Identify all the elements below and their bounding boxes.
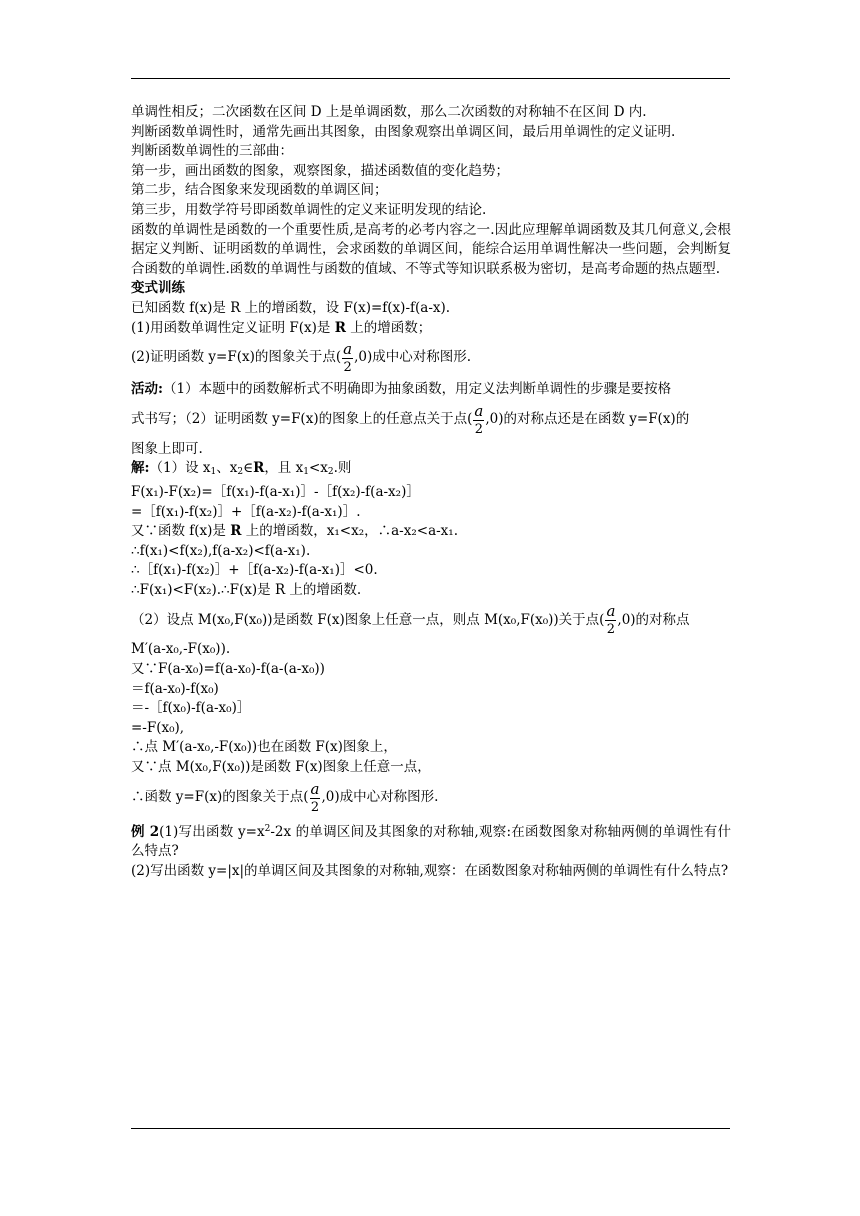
- solution-part2-line-7: ∴点 M′(a-x₀,-F(x₀))也在函数 F(x)图象上，: [131, 739, 397, 756]
- activity-line-1: 活动:（1）本题中的函数解析式不明确即为抽象函数，用定义法判断单调性的步骤是要按格: [131, 381, 672, 398]
- intro-line-5: 第二步，结合图象来发现函数的单调区间；: [131, 182, 388, 199]
- fraction-a-over-2: $\frac{a}{2}$: [343, 340, 353, 376]
- solution-part2-line-2: M′(a-x₀,-F(x₀)).: [131, 641, 231, 658]
- solution-part2-line-3: 又∵F(a-x₀)=f(a-x₀)-f(a-(a-x₀)): [131, 661, 325, 678]
- solution-line-5: ∴f(x₁)<f(x₂),f(a-x₂)<f(a-x₁).: [131, 542, 311, 559]
- fraction-a-over-2: $\frac{a}{2}$: [606, 602, 616, 638]
- solution-part2-line-6: =-F(x₀),: [131, 719, 185, 736]
- solution-line-4: 又∵函数 f(x)是 R 上的增函数，x₁<x₂，∴a-x₂<a-x₁.: [131, 523, 458, 540]
- header-rule: [131, 78, 730, 79]
- section-heading: 变式训练: [131, 280, 185, 297]
- solution-part2-line-5: ＝-［f(x₀)-f(a-x₀)］: [131, 700, 251, 717]
- solution-line-2: F(x₁)-F(x₂)=［f(x₁)-f(a-x₁)］-［f(x₂)-f(a-x₂)］: [131, 483, 420, 500]
- problem-part1: (1)用函数单调性定义证明 F(x)是 R 上的增函数；: [131, 319, 432, 336]
- solution-part2-line-8: 又∵点 M(x₀,F(x₀))是函数 F(x)图象上任意一点，: [131, 759, 431, 776]
- solution-line-7: ∴F(x₁)<F(x₂).∴F(x)是 R 上的增函数.: [131, 581, 362, 598]
- example2-part2: (2)写出函数 y=|x|的单调区间及其图象的对称轴,观察：在函数图象对称轴两侧的单调性有什么特点?: [131, 862, 729, 879]
- solution-part2-line-9: ∴函数 y=F(x)的图象关于点( $\frac{a}{2}$ ,0)成中心对称图形.: [131, 779, 439, 815]
- document-body: [131, 103, 731, 881]
- footer-rule: [131, 1128, 730, 1129]
- activity-line-2: 式书写；（2）证明函数 y=F(x)的图象上的任意点关于点( $\frac{a}{2}$ ,0)的对称点还是在函数 y=F(x)的: [131, 401, 690, 437]
- intro-line-4: 第一步，画出函数的图象，观察图象，描述函数值的变化趋势；: [131, 162, 509, 179]
- solution-part2-line-4: ＝f(a-x₀)-f(x₀): [131, 680, 219, 697]
- intro-line-6: 第三步，用数学符号即函数单调性的定义来证明发现的结论.: [131, 201, 487, 218]
- intro-line-3: 判断函数单调性的三部曲：: [131, 143, 293, 160]
- activity-line-3: 图象上即可.: [131, 440, 203, 457]
- solution-line-1: 解:（1）设 $x_1$、$x_2\in R$，且 $x_1<x_2$.则: [131, 460, 352, 478]
- problem-part2: (2)证明函数 y=F(x)的图象关于点( $\frac{a}{2}$ ,0)成中心对称图形.: [131, 340, 472, 376]
- solution-line-6: ∴［f(x₁)-f(x₂)］+［f(a-x₂)-f(a-x₁)］<0.: [131, 562, 378, 579]
- intro-line-1: 单调性相反；二次函数在区间 D 上是单调函数，那么二次函数的对称轴不在区间 D 内.: [131, 104, 647, 120]
- fraction-a-over-2: $\frac{a}{2}$: [474, 401, 484, 437]
- solution-part2-line-1: （2）设点 M(x₀,F(x₀))是函数 F(x)图象上任意一点，则点 M(x₀,F(x₀))关于点( $\frac{a}{2}$ ,0)的对称点: [131, 602, 690, 638]
- example2-part1: 例 2(1)写出函数 $y=x^2-2x$ 的单调区间及其图象的对称轴,观察:在函数图象对称轴两侧的单调性有什么特点?: [131, 823, 732, 860]
- summary-paragraph: 函数的单调性是函数的一个重要性质,是高考的必考内容之一.因此应理解单调函数及其几何意义,会根据定义判断、证明函数的单调性，会求函数的单调区间，能综合运用单调性解决一些问题，会判断复合函数的单调性.函数的单调性与函数的值域、不等式等知识联系极为密切，是高考命题的热点题型.: [131, 221, 731, 277]
- intro-line-2: 判断函数单调性时，通常先画出其图象，由图象观察出单调区间，最后用单调性的定义证明.: [131, 123, 676, 140]
- fraction-a-over-2: $\frac{a}{2}$: [310, 779, 320, 815]
- problem-given: 已知函数 f(x)是 R 上的增函数，设 F(x)=f(x)-f(a-x).: [131, 299, 451, 316]
- solution-line-3: =［f(x₁)-f(x₂)］+［f(a-x₂)-f(a-x₁)］.: [131, 503, 361, 520]
